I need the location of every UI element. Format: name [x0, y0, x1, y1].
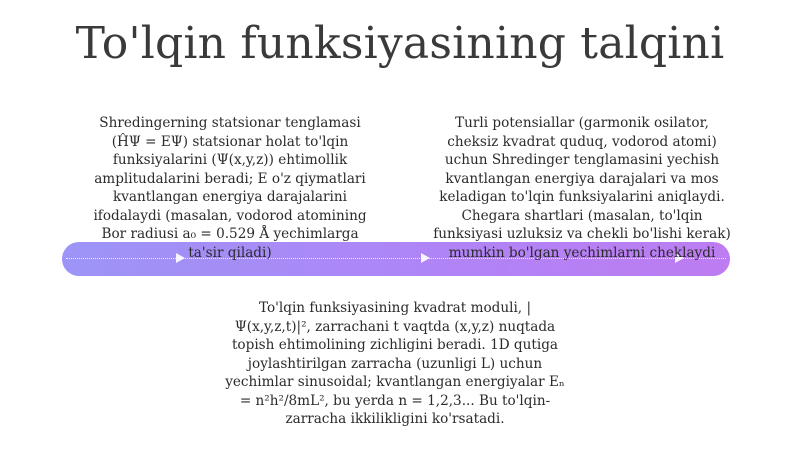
- text-line: cheksiz kvadrat quduq, vodorod atomi): [447, 133, 717, 150]
- text-line: Shredingerning statsionar tenglamasi: [99, 115, 361, 131]
- text-block-schrodinger-equation: [80, 114, 380, 262]
- text-block-potentials: [422, 114, 742, 262]
- slide-title: To'lqin funksiyasining talqini: [75, 18, 725, 69]
- text-line: kvantlangan energiya darajalarini: [113, 189, 347, 205]
- text-line: (ĤΨ = EΨ) statsionar holat to'lqin: [111, 133, 349, 150]
- text-line: yechimlar sinusoidal; kvantlangan energiyalar Eₙ: [225, 374, 565, 390]
- text-line: Bor radiusi a₀ = 0.529 Å yechimlarga: [101, 226, 359, 242]
- text-line: Chegara shartlari (masalan, to'lqin: [461, 207, 703, 224]
- text-line: keladigan to'lqin funksiyalarini aniqlaydi.: [439, 189, 725, 205]
- text-line: ta'sir qiladi): [188, 244, 272, 261]
- text-line: uchun Shredinger tenglamasini yechish: [444, 152, 720, 168]
- text-line: Ψ(x,y,z,t)|², zarrachani t vaqtda (x,y,z) nuqtada: [234, 318, 556, 335]
- text-line: ifodalaydi (masalan, vodorod atomining: [93, 207, 367, 224]
- text-line: To'lqin funksiyasining kvadrat moduli, |: [258, 300, 532, 316]
- text-block-probability-density: [222, 299, 568, 429]
- text-line: joylashtirilgan zarracha (uzunligi L) uchun: [247, 355, 543, 372]
- text-line: mumkin bo'lgan yechimlarni cheklaydi: [448, 244, 716, 261]
- text-line: zarracha ikkilikligini ko'rsatadi.: [285, 411, 505, 427]
- text-line: amplitudalarini beradi; E o'z qiymatlari: [94, 170, 366, 187]
- text-line: funksiyalarini (Ψ(x,y,z)) ehtimollik: [112, 152, 348, 168]
- text-line: = n²h²/8mL², bu yerda n = 1,2,3... Bu to'lqin-: [239, 392, 551, 409]
- text-line: funksiyasi uzluksiz va chekli bo'lishi kerak): [433, 226, 731, 242]
- text-line: kvantlangan energiya darajalari va mos: [445, 170, 719, 187]
- text-line: topish ehtimolining zichligini beradi. 1D qutiga: [231, 337, 559, 353]
- text-line: Turli potensiallar (garmonik osilator,: [455, 115, 709, 131]
